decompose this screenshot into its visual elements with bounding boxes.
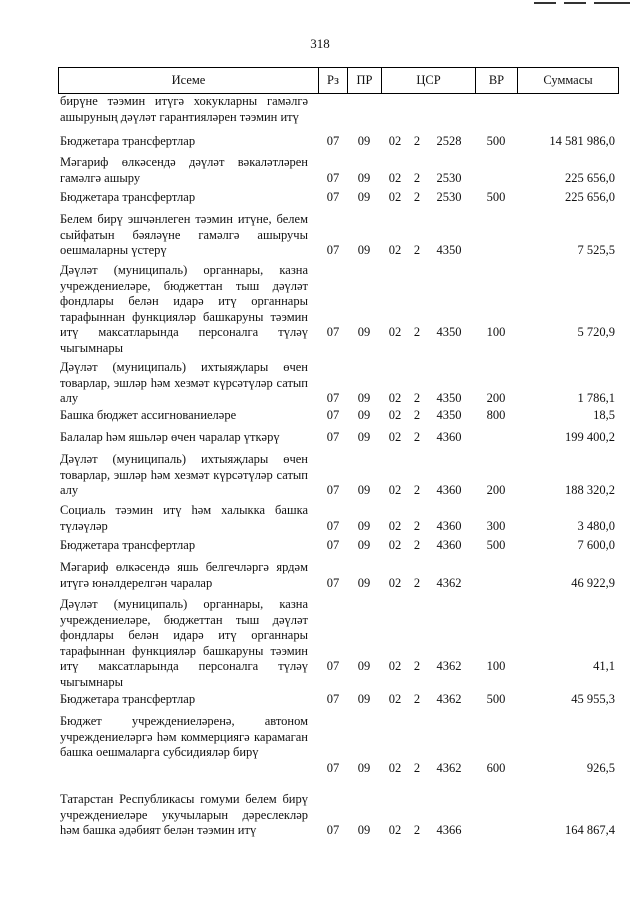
row-description: Бюджетара трансфертлар <box>60 190 196 204</box>
header-csr: ЦСР <box>382 68 476 93</box>
row-csr-2: 2 <box>413 659 421 673</box>
row-csr-1: 02 <box>388 483 402 497</box>
row-description: Бюджет учреждениеләренә, автоном учреждениеләргә һәм коммерциягә карамаган башка оешмаларга субсидияләр бирү <box>60 714 308 759</box>
row-pr: 09 <box>357 430 371 444</box>
row-pr: 09 <box>357 391 371 405</box>
row-vr: 100 <box>486 659 506 673</box>
row-rz: 07 <box>326 760 340 775</box>
row-csr-2: 2 <box>413 823 421 837</box>
table-row <box>58 155 619 186</box>
header-rz: Рз <box>319 68 348 93</box>
row-rz: 07 <box>326 692 340 706</box>
row-sum: 164 867,4 <box>565 823 615 837</box>
row-csr-2: 2 <box>413 483 421 497</box>
row-description: Балалар һәм яшьләр өчен чаралар үткәрү <box>60 430 280 444</box>
row-vr: 800 <box>486 408 506 422</box>
row-rz: 07 <box>326 325 340 339</box>
row-pr: 09 <box>357 692 371 706</box>
row-csr-1: 02 <box>388 190 402 204</box>
row-sum: 1 786,1 <box>577 391 615 405</box>
row-csr-1: 02 <box>388 408 402 422</box>
row-pr: 09 <box>357 408 371 422</box>
row-csr-3: 2528 <box>436 134 462 148</box>
row-csr-2: 2 <box>413 243 421 257</box>
row-pr: 09 <box>357 243 371 257</box>
row-pr: 09 <box>357 170 371 185</box>
row-vr: 500 <box>486 134 506 148</box>
row-rz: 07 <box>326 483 340 497</box>
row-description: Бюджетара трансфертлар <box>60 134 196 148</box>
row-csr-2: 2 <box>413 538 421 552</box>
table-row <box>58 714 619 776</box>
row-rz: 07 <box>326 538 340 552</box>
row-csr-3: 2530 <box>436 190 462 204</box>
row-csr-2: 2 <box>413 134 421 148</box>
table-row <box>58 94 619 125</box>
row-csr-2: 2 <box>413 408 421 422</box>
table-row <box>58 263 619 355</box>
row-sum: 188 320,2 <box>565 483 615 497</box>
row-csr-1: 02 <box>388 760 402 775</box>
header-vr: ВР <box>476 68 518 93</box>
row-csr-3: 4362 <box>436 659 462 673</box>
table-row <box>58 452 619 499</box>
row-vr: 600 <box>486 760 506 775</box>
row-csr-2: 2 <box>413 518 421 533</box>
table-row <box>58 560 619 591</box>
row-description: Дәүләт (муниципаль) ихтыяҗлары өчен товарлар, эшләр һәм хезмәт күрсәтүләр сатып алу <box>60 360 308 405</box>
row-csr-1: 02 <box>388 823 402 837</box>
table-row <box>58 792 619 839</box>
row-description: Мәгариф өлкәсендә яшь белгечләргә ярдәм итүгә юнәлдерелгән чаралар <box>60 560 308 590</box>
row-csr-1: 02 <box>388 430 402 444</box>
row-csr-1: 02 <box>388 325 402 339</box>
row-rz: 07 <box>326 823 340 837</box>
row-csr-3: 4360 <box>436 430 462 444</box>
table-row <box>58 408 619 424</box>
row-sum: 7 600,0 <box>577 538 615 552</box>
row-csr-2: 2 <box>413 391 421 405</box>
header-sum: Суммасы <box>543 73 593 87</box>
row-pr: 09 <box>357 325 371 339</box>
row-pr: 09 <box>357 823 371 837</box>
row-sum: 926,5 <box>586 760 615 775</box>
row-pr: 09 <box>357 575 371 590</box>
table-row <box>58 503 619 534</box>
table-row <box>58 212 619 259</box>
row-description: Бюджетара трансфертлар <box>60 692 196 706</box>
row-description: Бюджетара трансфертлар <box>60 538 196 552</box>
row-csr-3: 4360 <box>436 483 462 497</box>
row-rz: 07 <box>326 243 340 257</box>
row-csr-2: 2 <box>413 170 421 185</box>
row-rz: 07 <box>326 518 340 533</box>
row-csr-3: 4350 <box>436 243 462 257</box>
corner-mark <box>534 2 634 6</box>
row-rz: 07 <box>326 190 340 204</box>
row-csr-3: 4362 <box>436 692 462 706</box>
row-description: Мәгариф өлкәсендә дәүләт вәкаләтләрен гамәлгә ашыру <box>60 155 308 185</box>
table-row <box>58 430 619 446</box>
row-rz: 07 <box>326 134 340 148</box>
row-sum: 7 525,5 <box>577 243 615 257</box>
row-csr-1: 02 <box>388 692 402 706</box>
row-vr: 500 <box>486 538 506 552</box>
row-description: Дәүләт (муниципаль) ихтыяҗлары өчен товарлар, эшләр һәм хезмәт күрсәтүләр сатып алу <box>60 452 308 497</box>
row-vr: 100 <box>486 325 506 339</box>
page-number: 318 <box>310 36 330 51</box>
table-row <box>58 538 619 554</box>
row-csr-1: 02 <box>388 575 402 590</box>
row-pr: 09 <box>357 760 371 775</box>
row-csr-1: 02 <box>388 243 402 257</box>
row-description: бирүне тәэмин итүгә хокукларны гамәлгә ашыруның дәүләт гарантияләрен тәэмин итү <box>60 94 308 124</box>
row-vr: 500 <box>486 190 506 204</box>
row-description: Татарстан Республикасы гомуми белем бирү учреждениеләре укучыларын дәреслекләр һәм башка әдәбият белән тәэмин итү <box>60 792 308 837</box>
row-csr-3: 4366 <box>436 823 462 837</box>
row-csr-3: 2530 <box>436 170 462 185</box>
row-csr-2: 2 <box>413 325 421 339</box>
row-description: Башка бюджет ассигнованиеләре <box>60 408 237 422</box>
row-sum: 14 581 986,0 <box>549 134 615 148</box>
row-vr: 500 <box>486 692 506 706</box>
row-pr: 09 <box>357 190 371 204</box>
row-csr-3: 4350 <box>436 408 462 422</box>
row-csr-1: 02 <box>388 391 402 405</box>
budget-table <box>58 67 619 837</box>
row-vr: 300 <box>486 518 506 533</box>
row-csr-3: 4360 <box>436 518 462 533</box>
row-pr: 09 <box>357 483 371 497</box>
row-csr-2: 2 <box>413 575 421 590</box>
row-csr-3: 4362 <box>436 760 462 775</box>
table-row <box>58 190 619 206</box>
row-csr-1: 02 <box>388 170 402 185</box>
row-csr-2: 2 <box>413 692 421 706</box>
row-vr: 200 <box>486 391 506 405</box>
row-csr-2: 2 <box>413 430 421 444</box>
row-sum: 45 955,3 <box>571 692 615 706</box>
row-rz: 07 <box>326 391 340 405</box>
row-vr: 200 <box>486 483 506 497</box>
row-sum: 225 656,0 <box>565 170 615 185</box>
row-description: Белем бирү эшчәнлеген тәэмин итүне, белем сыйфатын бәяләүне гамәлгә ашыручы оешмаларны үстерү <box>60 212 308 257</box>
row-csr-1: 02 <box>388 134 402 148</box>
row-pr: 09 <box>357 134 371 148</box>
row-description: Дәүләт (муниципаль) органнары, казна учреждениеләре, бюджеттан тыш дәүләт фондлары белән идарә итү органнары тарафыннан функцияләр башкаруны тәэмин итү максатларында персоналга түләү чыгымнары <box>60 597 308 689</box>
row-csr-3: 4362 <box>436 575 462 590</box>
row-rz: 07 <box>326 575 340 590</box>
row-rz: 07 <box>326 170 340 185</box>
row-description: Дәүләт (муниципаль) органнары, казна учреждениеләре, бюджеттан тыш дәүләт фондлары белән идарә итү органнары тарафыннан функцияләр башкаруны тәэмин итү максатларында персоналга түләү чыгымнары <box>60 263 308 355</box>
row-pr: 09 <box>357 659 371 673</box>
row-sum: 41,1 <box>593 659 615 673</box>
row-sum: 199 400,2 <box>565 430 615 444</box>
row-rz: 07 <box>326 659 340 673</box>
row-csr-1: 02 <box>388 659 402 673</box>
row-csr-1: 02 <box>388 538 402 552</box>
row-csr-3: 4350 <box>436 325 462 339</box>
row-sum: 225 656,0 <box>565 190 615 204</box>
row-csr-2: 2 <box>413 190 421 204</box>
table-row <box>58 134 619 150</box>
table-row <box>58 692 619 708</box>
row-sum: 46 922,9 <box>571 575 615 590</box>
row-pr: 09 <box>357 538 371 552</box>
row-csr-3: 4360 <box>436 538 462 552</box>
row-sum: 5 720,9 <box>577 325 615 339</box>
row-sum: 3 480,0 <box>577 518 615 533</box>
row-rz: 07 <box>326 408 340 422</box>
row-pr: 09 <box>357 518 371 533</box>
row-csr-1: 02 <box>388 518 402 533</box>
header-name: Исеме <box>59 68 319 93</box>
row-csr-2: 2 <box>413 760 421 775</box>
header-pr: ПР <box>348 68 382 93</box>
row-description: Социаль тәэмин итү һәм халыкка башка түләүләр <box>60 503 308 533</box>
row-csr-3: 4350 <box>436 391 462 405</box>
row-sum: 18,5 <box>593 408 615 422</box>
row-rz: 07 <box>326 430 340 444</box>
table-row <box>58 597 619 689</box>
table-header <box>58 67 619 94</box>
table-row <box>58 360 619 407</box>
